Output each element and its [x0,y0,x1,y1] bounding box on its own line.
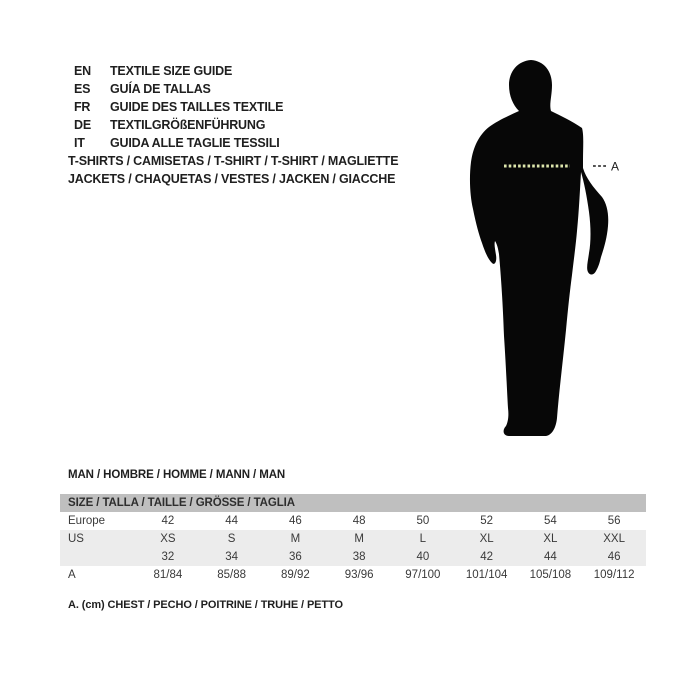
size-cell: 44 [543,551,557,563]
garment-line-jackets: JACKETS / CHAQUETAS / VESTES / JACKEN / GIACCHE [68,172,396,186]
table-row-europe [60,512,646,530]
language-row-de [74,116,283,134]
size-cell: L [419,533,427,545]
size-cell: 40 [416,551,430,563]
size-cell: 42 [480,551,494,563]
size-table-header: SIZE / TALLA / TAILLE / GRÖSSE / TAGLIA [60,494,646,512]
language-label: TEXTILE SIZE GUIDE [110,64,233,78]
size-cell: 89/92 [280,569,310,581]
size-cell: M [290,533,301,545]
size-cell: 105/108 [529,569,572,581]
size-cell: M [354,533,364,545]
language-code: DE [74,118,91,132]
size-cell: 48 [352,515,366,527]
size-cell: 46 [607,551,621,563]
language-code: ES [74,82,91,96]
measure-label-a: A [611,159,620,174]
language-row-en [74,62,283,80]
language-code: FR [74,100,91,114]
size-cell: 101/104 [465,569,508,581]
size-cell: 46 [288,515,302,527]
language-label: GUIDE DES TAILLES TEXTILE [110,100,284,114]
size-cell: 42 [161,515,175,527]
table-row-us-numeric [60,548,646,566]
size-cell: 54 [543,515,557,527]
row-label: Europe [68,515,106,527]
footnote-chest: A. (cm) CHEST / PECHO / POITRINE / TRUHE / PETTO [68,599,343,611]
section-title-man: MAN / HOMBRE / HOMME / MANN / MAN [68,469,286,481]
size-cell: XXL [603,533,625,545]
language-label: GUÍA DE TALLAS [110,82,211,96]
table-row-chest-a [60,566,646,584]
language-code: IT [74,136,85,150]
man-silhouette-figure [460,50,670,450]
size-cell: 36 [288,551,302,563]
row-label: US [68,533,84,545]
language-code: EN [74,64,91,78]
language-list [74,62,283,152]
size-cell: XL [543,533,558,545]
size-cell: 81/84 [153,569,183,581]
garment-types [68,152,398,188]
language-label: GUIDA ALLE TAGLIE TESSILI [110,136,280,150]
size-cell: 52 [480,515,494,527]
size-cell: 93/96 [344,569,374,581]
language-row-fr [74,98,283,116]
size-cell: 97/100 [405,569,441,581]
language-row-it [74,134,283,152]
row-label: A [68,569,76,581]
size-cell: 109/112 [593,569,635,581]
row-label [60,548,136,566]
size-cell: 32 [161,551,175,563]
size-table [60,494,646,584]
language-row-es [74,80,283,98]
size-cell: 50 [416,515,430,527]
size-cell: S [227,533,236,545]
size-cell: 85/88 [217,569,247,581]
size-cell: XL [479,533,494,545]
table-row-us [60,530,646,548]
man-silhouette [470,60,608,436]
size-cell: 56 [607,515,621,527]
size-cell: 38 [352,551,366,563]
size-cell: XS [160,533,176,545]
language-label: TEXTILGRÖßENFÜHRUNG [110,118,266,132]
size-cell: 34 [225,551,239,563]
garment-line-tshirts: T-SHIRTS / CAMISETAS / T-SHIRT / T-SHIRT / MAGLIETTE [68,154,399,168]
size-cell: 44 [225,515,239,527]
